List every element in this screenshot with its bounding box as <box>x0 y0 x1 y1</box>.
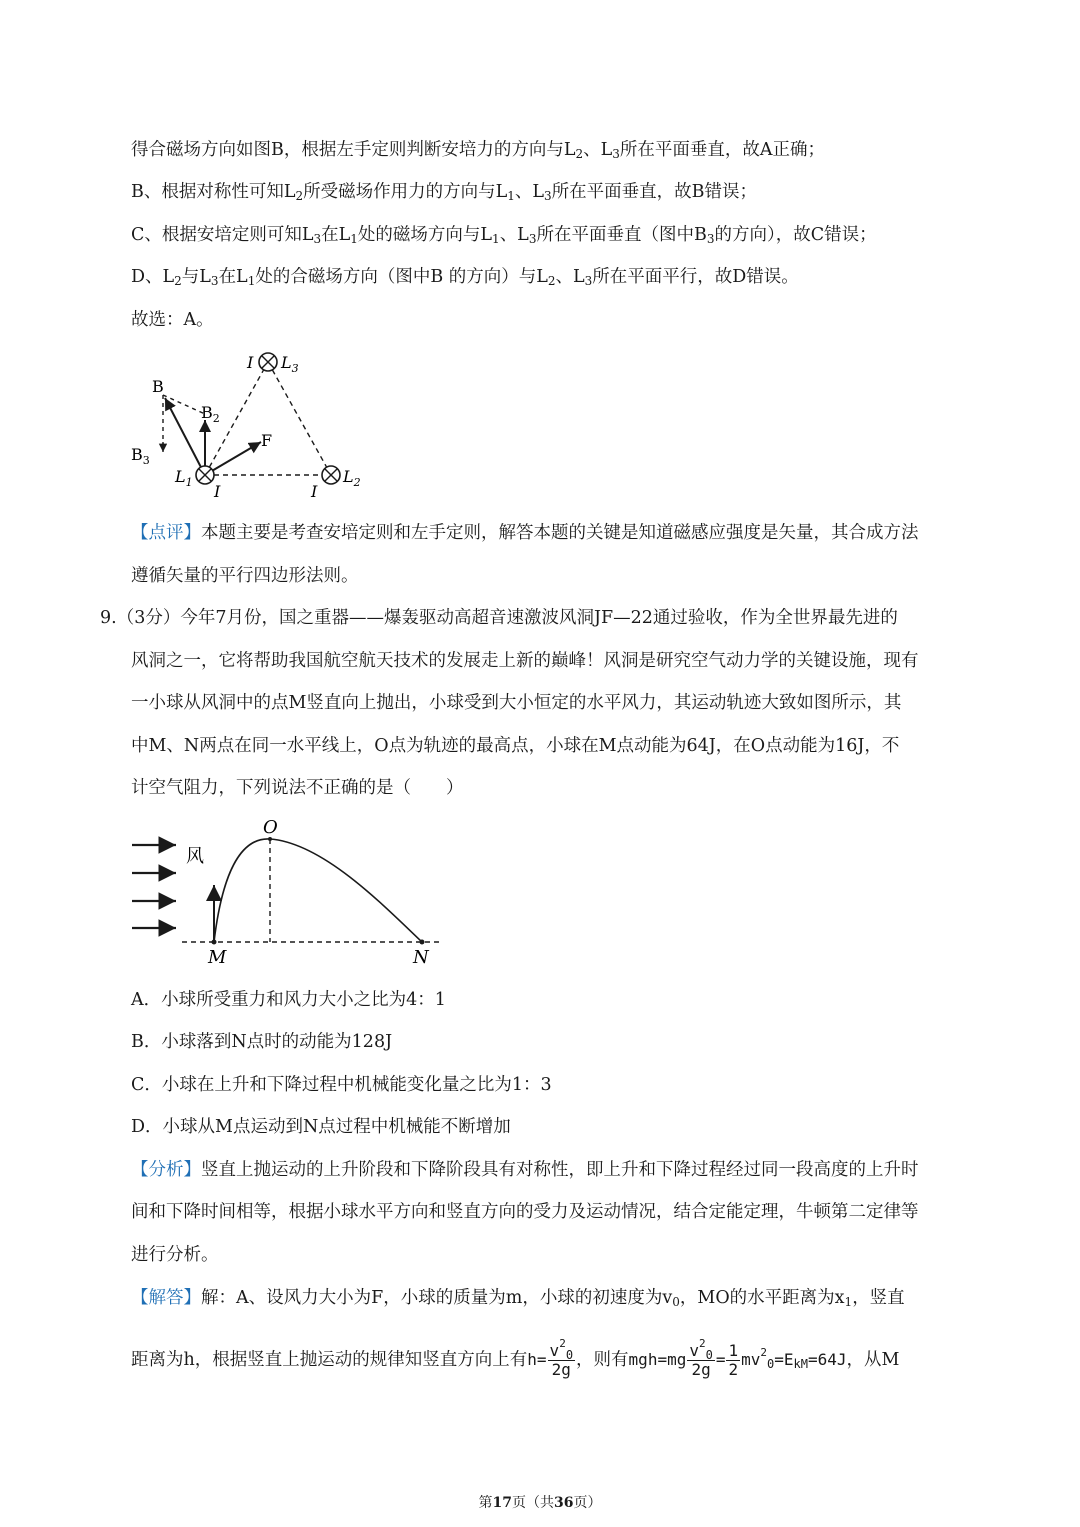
label-f: F <box>261 431 273 450</box>
option-d: D．小球从M点运动到N点过程中机械能不断增加 <box>131 1117 511 1137</box>
analysis-line-4: D、$L_2$与$L_3$在$L_1$处的合磁场方向（图中B 的方向）与$L_2$、$L_3$所在平面平行，故D错误。 <box>131 267 799 288</box>
option-c: C．小球在上升和下降过程中机械能变化量之比为1：3 <box>131 1075 552 1095</box>
solution-tag: 【解答】 <box>131 1288 201 1308</box>
total-pages: 36 <box>554 1495 574 1511</box>
magnetic-field-figure <box>125 342 375 507</box>
question-line-2: 风洞之一，它将帮助我国航空航天技术的发展走上新的巅峰！风洞是研究空气动力学的关键设施，现有 <box>131 651 919 671</box>
analysis-line-1: 得合磁场方向如图B，根据左手定则判断安培力的方向与$L_2$、$L_3$所在平面垂直，故A正确； <box>131 140 826 161</box>
comment-line-1: 【点评】本题主要是考查安培定则和左手定则，解答本题的关键是知道磁感应强度是矢量，其合成方法 <box>131 523 919 543</box>
label-l1: $L_1$ <box>175 467 193 489</box>
analysis-tag: 【分析】 <box>131 1160 201 1180</box>
label-m: M <box>208 947 227 968</box>
label-o: O <box>263 817 278 838</box>
label-l2: $L_2$ <box>343 467 361 489</box>
trajectory-figure <box>128 815 448 970</box>
analysis-line-2: B、根据对称性可知$L_2$所受磁场作用力的方向与$L_1$、$L_3$所在平面垂直，故B错误； <box>131 182 758 203</box>
label-i-l3: I <box>247 353 254 372</box>
solution-line-2: 距离为h，根据竖直上抛运动的规律知竖直方向上有h= $\frac{v^2_0}{2g}$ ，则有mgh=mg $\frac{v^2_0}{2g}$ = $\frac{1}{2}$ $mv^2_0=E_{kM}=64J$，从M <box>131 1337 900 1379</box>
wire-l1-icon <box>196 466 214 484</box>
page-footer: 第17页（共36页） <box>478 1495 602 1511</box>
label-b: B <box>152 377 164 396</box>
label-n: N <box>413 947 429 968</box>
vector-b <box>165 398 205 475</box>
comment-line-2: 遵循矢量的平行四边形法则。 <box>131 566 359 586</box>
question-line-3: 一小球从风洞中的点M竖直向上抛出，小球受到大小恒定的水平风力，其运动轨迹大致如图所示，其 <box>131 693 902 713</box>
page-number: 17 <box>492 1495 512 1511</box>
solution-line-1: 【解答】解：A、设风力大小为F，小球的质量为m，小球的初速度为$v_0$，MO的水平距离为$x_1$，竖直 <box>131 1288 905 1309</box>
point-m <box>212 940 217 945</box>
wire-l2-icon <box>322 466 340 484</box>
analysis-text-line-2: 间和下降时间相等，根据小球水平方向和竖直方向的受力及运动情况，结合定能定理，牛顿第二定律等 <box>131 1202 919 1222</box>
option-a: A．小球所受重力和风力大小之比为4：1 <box>131 990 446 1010</box>
comment-tag: 【点评】 <box>131 523 201 543</box>
question-line-4: 中M、N两点在同一水平线上，O点为轨迹的最高点，小球在M点动能为64J，在O点动能为16J，不 <box>131 736 900 756</box>
option-b: B．小球落到N点时的动能为128J <box>131 1032 393 1052</box>
label-i-l2: I <box>311 482 318 501</box>
trajectory-curve <box>214 839 422 942</box>
fraction-v0sq-over-2g-2: $\frac{v^2_0}{2g}$ <box>689 1337 713 1379</box>
question-number: 9. <box>100 608 117 628</box>
label-i-l1: I <box>214 482 221 501</box>
analysis-text-line-1: 【分析】竖直上抛运动的上升阶段和下降阶段具有对称性，即上升和下降过程经过同一段高度的上升时 <box>131 1160 919 1180</box>
analysis-line-5: 故选：A。 <box>131 310 214 330</box>
label-b2: $B_2$ <box>201 403 220 425</box>
question-line-5: 计空气阻力，下列说法不正确的是（ ） <box>131 778 464 798</box>
fraction-v0sq-over-2g: $\frac{v^2_0}{2g}$ <box>549 1337 574 1379</box>
analysis-text-line-3: 进行分析。 <box>131 1245 219 1265</box>
dashed-line-l3-l2 <box>268 362 331 475</box>
point-n <box>420 940 425 945</box>
label-b3: $B_3$ <box>131 445 150 467</box>
analysis-line-3: C、根据安培定则可知$L_3$在$L_1$处的磁场方向与$L_1$、$L_3$所在平面垂直（图中$B_3$的方向），故C错误； <box>131 225 877 246</box>
fraction-one-half: $\frac{1}{2}$ <box>728 1341 739 1379</box>
question-line-1: 9.（3分）今年7月份，国之重器——爆轰驱动高超音速激波风洞JF—22通过验收，作为全世界最先进的 <box>100 608 898 628</box>
label-wind: 风 <box>186 846 204 867</box>
wire-l3-icon <box>259 353 277 371</box>
label-l3: $L_3$ <box>281 353 299 375</box>
